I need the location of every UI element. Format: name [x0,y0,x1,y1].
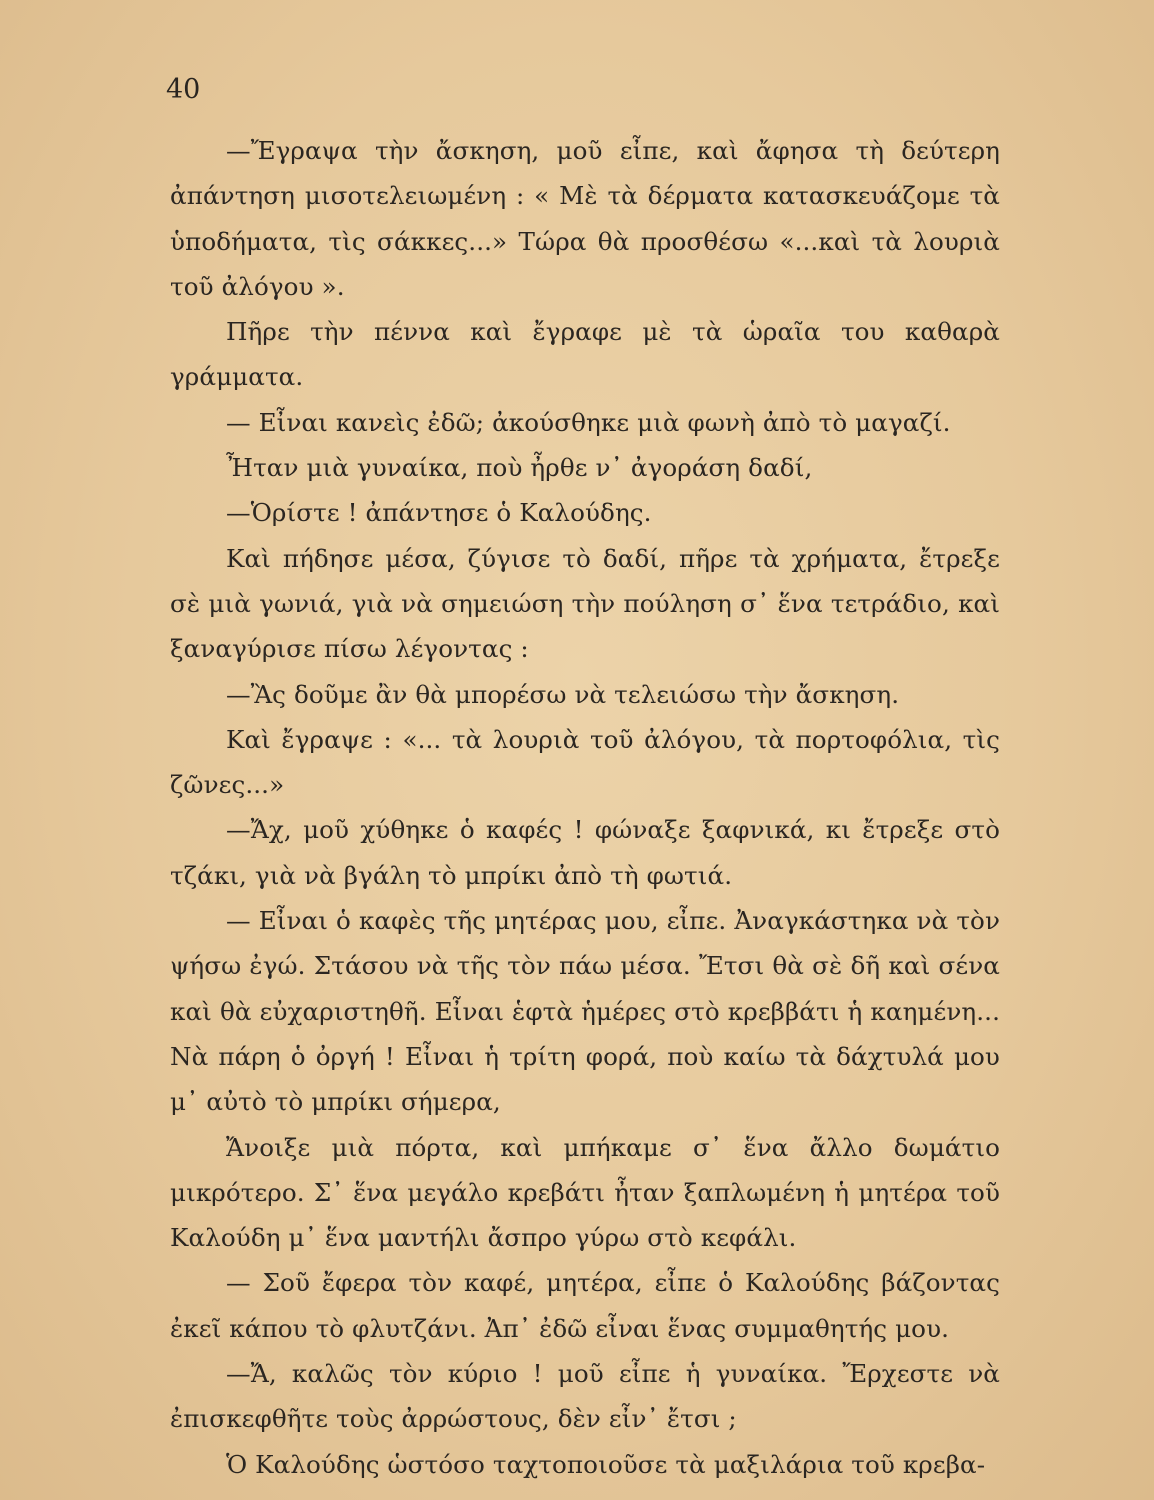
paragraph: Ὁ Καλούδης ὡστόσο ταχτοποιοῦσε τὰ μαξιλάρια τοῦ κρεβα- [226,1449,986,1479]
paragraph: — Σοῦ ἔφερα τὸν καφέ, μητέρα, εἶπε ὁ Καλούδης βάζοντας ἐκεῖ κάπου τὸ φλυτζάνι. Ἀπ᾽ ἐδῶ εἶναι ἕνας συμμαθητής μου. [170,1268,1000,1343]
paragraph: Καὶ ἔγραψε : «... τὰ λουριὰ τοῦ ἀλόγου, τὰ πορτοφόλια, τὶς ζῶνες...» [170,724,1000,800]
paragraph: —Ἔγραψα τὴν ἄσκηση, μοῦ εἶπε, καὶ ἄφησα τὴ δεύτερη ἀπάντηση μισοτελειωμένη : « Μὲ τὰ δέρματα κατασκευάζομε τὰ ὑποδήματα, τὶς σάκκες...» Τώρα θὰ προσθέσω «...καὶ τὰ λουριὰ τοῦ ἀλόγου ». [170,136,1000,301]
paragraph: Ἄνοιξε μιὰ πόρτα, καὶ μπήκαμε σ᾽ ἕνα ἄλλο δωμάτιο μικρότερο. Σ᾽ ἕνα μεγάλο κρεβάτι ἦταν ξαπλωμένη ἡ μητέρα τοῦ Καλούδη μ᾽ ἕνα μαντήλι ἄσπρο γύρω στὸ κεφάλι. [170,1132,1000,1253]
paragraph: — Εἶναι κανεὶς ἐδῶ; ἀκούσθηκε μιὰ φωνὴ ἀπὸ τὸ μαγαζί. [226,407,951,437]
paragraph: —Ἂς δοῦμε ἂν θὰ μπορέσω νὰ τελειώσω τὴν ἄσκηση. [226,679,900,709]
paragraph: — Εἶναι ὁ καφὲς τῆς μητέρας μου, εἶπε. Ἀναγκάστηκα νὰ τὸν ψήσω ἐγώ. Στάσου νὰ τῆς τὸν πάω μέσα. Ἔτσι θὰ σὲ δῆ καὶ σένα καὶ θὰ εὐχαριστηθῆ. Εἶναι ἑφτὰ ἡμέρες στὸ κρεββάτι ἡ καημένη... Νὰ πάρη ὁ ὀργή ! Εἶναι ἡ τρίτη φορά, ποὺ καίω τὰ δάχτυλά μου μ᾽ αὐτὸ τὸ μπρίκι σήμερα, [170,906,1000,1117]
paragraph: Καὶ πήδησε μέσα, ζύγισε τὸ δαδί, πῆρε τὰ χρήματα, ἔτρεξε σὲ μιὰ γωνιά, γιὰ νὰ σημειώση τὴν πούληση σ᾽ ἕνα τετράδιο, καὶ ξαναγύρισε πίσω λέγοντας : [170,543,1000,664]
paragraph: Πῆρε τὴν πέννα καὶ ἔγραφε μὲ τὰ ὡραῖα του καθαρὰ γράμματα. [170,317,1000,392]
paragraph: Ἦταν μιὰ γυναίκα, ποὺ ἦρθε ν᾽ ἀγοράση δαδί, [226,453,813,483]
paragraph: —Ἄ, καλῶς τὸν κύριο ! μοῦ εἶπε ἡ γυναίκα. Ἔρχεστε νὰ ἐπισκεφθῆτε τοὺς ἀρρώστους, δὲν εἶν᾽ ἔτσι ; [170,1359,1000,1434]
body-text [170,128,1000,1487]
page-number: 40 [166,74,201,105]
paragraph: —Ἄχ, μοῦ χύθηκε ὁ καφές ! φώναξε ξαφνικά, κι ἔτρεξε στὸ τζάκι, γιὰ νὰ βγάλη τὸ μπρίκι ἀπὸ τὴ φωτιά. [170,815,1000,890]
paragraph: —Ὁρίστε ! ἀπάντησε ὁ Καλούδης. [226,498,652,528]
